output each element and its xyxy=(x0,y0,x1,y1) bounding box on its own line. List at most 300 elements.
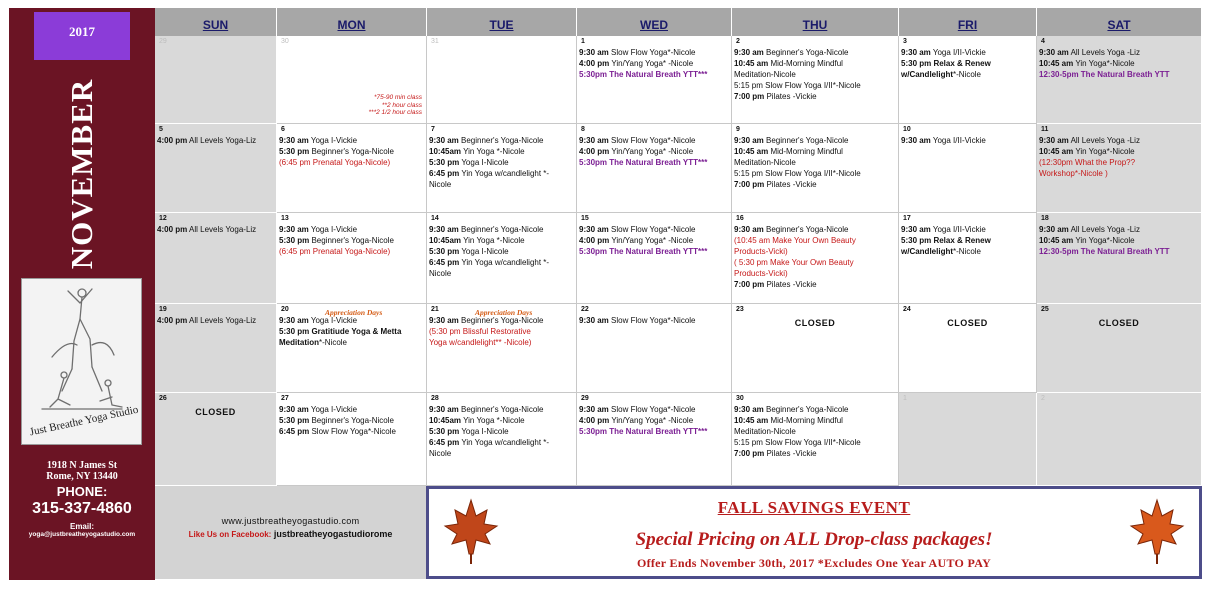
class-entry[interactable] xyxy=(429,437,574,448)
class-description: Mid-Morning Mindful xyxy=(768,59,843,68)
calendar-day-cell[interactable] xyxy=(1037,393,1202,486)
class-entry[interactable] xyxy=(429,257,574,268)
day-header-label: FRI xyxy=(957,18,978,32)
calendar-day-cell[interactable] xyxy=(577,304,732,393)
class-time: 5:30 pm xyxy=(279,147,310,156)
class-entry[interactable] xyxy=(734,146,896,157)
month-title: NOVEMBER xyxy=(64,78,99,270)
facebook-handle[interactable]: justbreatheyogastudiorome xyxy=(271,529,393,539)
class-description: Yin Yoga*-Nicole xyxy=(1073,59,1135,68)
class-entry[interactable] xyxy=(429,157,574,168)
calendar-day-cell[interactable] xyxy=(1037,124,1202,213)
day-number: 2 xyxy=(1041,395,1045,402)
class-entry[interactable] xyxy=(279,315,424,326)
day-header-label: TUE xyxy=(489,18,514,32)
class-entry[interactable] xyxy=(1039,135,1199,146)
promo-terms: Offer Ends November 30th, 2017 *Excludes One Year AUTO PAY xyxy=(636,556,992,570)
class-entry[interactable] xyxy=(157,135,274,146)
calendar-day-cell[interactable] xyxy=(155,124,277,213)
day-number: 13 xyxy=(281,215,289,222)
class-entry[interactable] xyxy=(734,268,896,279)
class-entry[interactable] xyxy=(157,315,274,326)
phone-number[interactable]: 315-337-4860 xyxy=(32,500,132,517)
class-time: 6:45 pm xyxy=(429,169,460,178)
class-list xyxy=(579,135,729,168)
class-description: Beginner's Yoga-Nicole xyxy=(763,225,849,234)
class-description: 12:30-5pm The Natural Breath YTT xyxy=(1039,70,1170,79)
class-description: 5:30pm The Natural Breath YTT*** xyxy=(579,70,708,79)
calendar-day-cell[interactable] xyxy=(899,304,1037,393)
class-description: (6:45 pm Prenatal Yoga-Nicole) xyxy=(279,247,391,256)
class-description: Slow Flow Yoga*-Nicole xyxy=(309,427,396,436)
class-time: 10:45 am xyxy=(1039,59,1074,68)
class-description: Pilates -Vickie xyxy=(764,180,817,189)
class-description: Products-Vicki) xyxy=(734,269,788,278)
class-entry[interactable] xyxy=(279,157,424,168)
class-time: 7:00 pm xyxy=(734,180,765,189)
class-entry[interactable] xyxy=(579,135,729,146)
day-number: 27 xyxy=(281,395,289,402)
calendar-day-cell[interactable] xyxy=(577,213,732,304)
class-entry[interactable] xyxy=(1039,246,1199,257)
class-description: Yoga I/II-Vickie xyxy=(930,48,986,57)
address-city: Rome, NY 13440 xyxy=(46,471,118,482)
class-list xyxy=(901,224,1034,257)
calendar-day-cell[interactable] xyxy=(1037,213,1202,304)
calendar-day-cell[interactable] xyxy=(155,304,277,393)
class-time: w/Candlelight xyxy=(901,247,953,256)
promo-title: FALL SAVINGS EVENT xyxy=(717,498,911,517)
email-label: Email: xyxy=(69,522,94,531)
class-entry[interactable] xyxy=(901,246,1034,257)
day-number: 7 xyxy=(431,126,435,133)
calendar-day-cell[interactable] xyxy=(427,36,577,124)
class-entry[interactable] xyxy=(901,235,1034,246)
class-entry[interactable] xyxy=(734,168,896,179)
class-entry[interactable] xyxy=(429,146,574,157)
class-description: Beginner's Yoga-Nicole xyxy=(763,405,849,414)
calendar-day-cell[interactable] xyxy=(899,213,1037,304)
calendar-day-cell[interactable] xyxy=(732,36,899,124)
class-time: 10:45 am xyxy=(734,416,769,425)
class-list xyxy=(1039,47,1199,80)
class-description: Nicole xyxy=(429,449,452,458)
day-number: 21 xyxy=(431,306,439,313)
class-entry[interactable] xyxy=(734,235,896,246)
day-number: 8 xyxy=(581,126,585,133)
class-time: 9:30 am xyxy=(901,136,931,145)
class-entry[interactable] xyxy=(579,404,729,415)
class-entry[interactable] xyxy=(1039,224,1199,235)
class-description: Yin Yoga *-Nicole xyxy=(461,236,525,245)
day-header xyxy=(155,8,277,36)
calendar-day-cell[interactable] xyxy=(427,304,577,393)
class-description: Yin Yoga *-Nicole xyxy=(461,147,525,156)
day-header xyxy=(899,8,1037,36)
class-list xyxy=(157,224,274,235)
class-description: Yin Yoga w/candlelight *- xyxy=(459,169,550,178)
class-description: Yin/Yang Yoga* -Nicole xyxy=(609,416,694,425)
class-list xyxy=(157,135,274,146)
class-list xyxy=(429,404,574,459)
day-header xyxy=(577,8,732,36)
class-entry[interactable] xyxy=(157,224,274,235)
class-entry[interactable] xyxy=(279,146,424,157)
class-time: w/Candlelight xyxy=(901,70,953,79)
day-number: 1 xyxy=(903,395,907,402)
class-entry[interactable] xyxy=(279,415,424,426)
legend-item: *75-90 min class xyxy=(373,94,422,101)
class-description: Products-Vicki) xyxy=(734,247,788,256)
class-list xyxy=(579,47,729,80)
class-list xyxy=(734,135,896,190)
class-description: Yoga I-Nicole xyxy=(459,427,509,436)
class-entry[interactable] xyxy=(734,69,896,80)
class-entry[interactable] xyxy=(734,404,896,415)
class-time: 9:30 am xyxy=(734,405,764,414)
closed-label: CLOSED xyxy=(1098,318,1140,328)
class-description: 5:30pm The Natural Breath YTT*** xyxy=(579,247,708,256)
class-description: Beginner's Yoga-Nicole xyxy=(309,147,394,156)
class-description: Yoga I-Vickie xyxy=(308,225,358,234)
class-entry[interactable] xyxy=(429,235,574,246)
class-description: Yoga I/II-Vickie xyxy=(930,225,986,234)
email-address[interactable]: yoga@justbreatheyogastudio.com xyxy=(28,531,136,538)
class-entry[interactable] xyxy=(901,135,1034,146)
facebook-label: Like Us on Facebook: xyxy=(188,530,272,539)
class-description: 5:30pm The Natural Breath YTT*** xyxy=(579,158,708,167)
class-entry[interactable] xyxy=(734,279,896,290)
class-time: 10:45am xyxy=(429,416,462,425)
day-number: 25 xyxy=(1041,306,1049,313)
class-description: All Levels Yoga-Liz xyxy=(187,136,257,145)
class-entry[interactable] xyxy=(279,326,424,337)
class-entry[interactable] xyxy=(429,448,574,459)
calendar-day-cell[interactable] xyxy=(427,393,577,486)
class-list xyxy=(579,224,729,257)
class-entry[interactable] xyxy=(279,337,424,348)
class-description: *-Nicole xyxy=(953,247,982,256)
day-header-label: WED xyxy=(640,18,668,32)
day-number: 14 xyxy=(431,215,439,222)
class-description: Yoga I-Nicole xyxy=(459,158,509,167)
class-entry[interactable] xyxy=(901,69,1034,80)
class-entry[interactable] xyxy=(734,257,896,268)
month-title-area xyxy=(9,70,155,278)
class-description: Beginner's Yoga-Nicole xyxy=(763,48,849,57)
class-entry[interactable] xyxy=(579,69,729,80)
class-entry[interactable] xyxy=(429,179,574,190)
class-description: 12:30-5pm The Natural Breath YTT xyxy=(1039,247,1170,256)
class-time: 9:30 am xyxy=(279,136,309,145)
class-list xyxy=(279,315,424,348)
calendar-day-cell[interactable] xyxy=(277,304,427,393)
class-description: All Levels Yoga-Liz xyxy=(187,225,257,234)
class-description: (12:30pm What the Prop?? xyxy=(1039,158,1136,167)
class-description: Pilates -Vickie xyxy=(764,449,817,458)
class-description: ( 5:30 pm Make Your Own Beauty xyxy=(734,258,854,267)
day-header xyxy=(732,8,899,36)
class-entry[interactable] xyxy=(429,404,574,415)
class-description: Beginner's Yoga-Nicole xyxy=(458,405,544,414)
class-entry[interactable] xyxy=(734,179,896,190)
class-description: Yin Yoga *-Nicole xyxy=(461,416,525,425)
class-description: (6:45 pm Prenatal Yoga-Nicole) xyxy=(279,158,391,167)
day-number: 26 xyxy=(159,395,167,402)
studio-address xyxy=(9,460,155,482)
class-entry[interactable] xyxy=(429,337,574,348)
class-description: 5:15 pm Slow Flow Yoga I/II*-Nicole xyxy=(734,169,861,178)
class-time: 9:30 am xyxy=(279,405,309,414)
class-time: 6:45 pm xyxy=(429,258,460,267)
class-entry[interactable] xyxy=(1039,47,1199,58)
closed-label: CLOSED xyxy=(794,318,836,328)
class-description: Slow Flow Yoga*-Nicole xyxy=(608,405,696,414)
calendar-day-cell[interactable] xyxy=(732,393,899,486)
class-time: 5:30 pm xyxy=(429,247,460,256)
address-street: 1918 N James St xyxy=(46,460,118,471)
calendar-day-cell[interactable] xyxy=(899,124,1037,213)
class-description: Workshop*-Nicole ) xyxy=(1039,169,1108,178)
class-list xyxy=(734,404,896,459)
class-description: Yoga I-Nicole xyxy=(459,247,509,256)
class-entry[interactable] xyxy=(279,404,424,415)
day-header-label: SAT xyxy=(1107,18,1131,32)
class-entry[interactable] xyxy=(1039,235,1199,246)
closed-label: CLOSED xyxy=(947,318,988,328)
class-time: 9:30 am xyxy=(901,225,931,234)
class-description: Beginner's Yoga-Nicole xyxy=(763,136,849,145)
class-list xyxy=(734,47,896,102)
calendar-day-cell[interactable] xyxy=(277,393,427,486)
class-description: Yin/Yang Yoga* -Nicole xyxy=(609,59,694,68)
class-description: 5:15 pm Slow Flow Yoga I/II*-Nicole xyxy=(734,438,861,447)
class-entry[interactable] xyxy=(1039,146,1199,157)
day-header xyxy=(1037,8,1202,36)
class-description: All Levels Yoga -Liz xyxy=(1068,136,1140,145)
class-entry[interactable] xyxy=(1039,168,1199,179)
class-time: 7:00 pm xyxy=(734,280,765,289)
day-number: 15 xyxy=(581,215,589,222)
day-number: 1 xyxy=(581,38,585,45)
class-entry[interactable] xyxy=(579,426,729,437)
calendar-day-cell[interactable] xyxy=(899,36,1037,124)
class-description: Pilates -Vickie xyxy=(764,92,817,101)
day-number: 24 xyxy=(903,306,911,313)
class-time: 9:30 am xyxy=(1039,48,1069,57)
day-number: 19 xyxy=(159,306,167,313)
calendar-day-cell[interactable] xyxy=(577,124,732,213)
class-length-legend xyxy=(369,94,422,117)
class-description: (5:30 pm Blissful Restorative xyxy=(429,327,531,336)
class-entry[interactable] xyxy=(734,157,896,168)
class-entry[interactable] xyxy=(279,235,424,246)
logo-wordmark: Just Breathe Yoga Studio xyxy=(28,403,140,439)
class-entry[interactable] xyxy=(279,426,424,437)
calendar-day-cell[interactable] xyxy=(277,124,427,213)
class-list xyxy=(429,135,574,190)
class-time: 4:00 pm xyxy=(579,236,610,245)
class-time: 9:30 am xyxy=(734,225,764,234)
class-entry[interactable] xyxy=(429,168,574,179)
class-description: Slow Flow Yoga*-Nicole xyxy=(608,316,696,325)
class-description: Yoga w/candlelight** -Nicole) xyxy=(429,338,532,347)
class-entry[interactable] xyxy=(279,135,424,146)
class-entry[interactable] xyxy=(734,91,896,102)
class-description: All Levels Yoga-Liz xyxy=(187,316,257,325)
class-entry[interactable] xyxy=(429,426,574,437)
class-entry[interactable] xyxy=(734,224,896,235)
class-list xyxy=(279,224,424,257)
class-time: 4:00 pm xyxy=(579,59,610,68)
class-description: (10:45 am Make Your Own Beauty xyxy=(734,236,856,245)
class-entry[interactable] xyxy=(734,415,896,426)
class-entry[interactable] xyxy=(429,315,574,326)
class-entry[interactable] xyxy=(579,224,729,235)
class-time: 9:30 am xyxy=(279,225,309,234)
calendar-day-cell[interactable] xyxy=(427,124,577,213)
class-entry[interactable] xyxy=(734,58,896,69)
class-entry[interactable] xyxy=(579,315,729,326)
calendar-day-cell[interactable] xyxy=(732,213,899,304)
promo-banner xyxy=(426,486,1202,579)
class-description: Beginner's Yoga-Nicole xyxy=(458,136,544,145)
class-time: 4:00 pm xyxy=(157,225,188,234)
calendar-day-cell[interactable] xyxy=(277,36,427,124)
class-list xyxy=(901,47,1034,80)
day-number: 10 xyxy=(903,126,911,133)
class-entry[interactable] xyxy=(579,58,729,69)
class-time: 9:30 am xyxy=(429,136,459,145)
class-time: 9:30 am xyxy=(734,48,764,57)
calendar-day-cell[interactable] xyxy=(427,213,577,304)
class-entry[interactable] xyxy=(734,135,896,146)
website-link[interactable]: www.justbreatheyogastudio.com xyxy=(221,516,360,526)
day-number: 3 xyxy=(903,38,907,45)
class-description: *-Nicole xyxy=(953,70,982,79)
class-entry[interactable] xyxy=(579,235,729,246)
class-entry[interactable] xyxy=(1039,58,1199,69)
studio-sidebar xyxy=(9,8,155,580)
class-time: 5:30 pm xyxy=(429,158,460,167)
class-description: Slow Flow Yoga*-Nicole xyxy=(608,48,696,57)
class-entry[interactable] xyxy=(429,246,574,257)
class-list xyxy=(279,404,424,437)
class-time: 9:30 am xyxy=(734,136,764,145)
class-list xyxy=(157,315,274,326)
class-description: Yoga I-Vickie xyxy=(308,316,358,325)
class-list xyxy=(579,315,729,326)
calendar-day-cell[interactable] xyxy=(1037,36,1202,124)
calendar-day-cell[interactable] xyxy=(732,304,899,393)
class-entry[interactable] xyxy=(901,47,1034,58)
class-entry[interactable] xyxy=(579,47,729,58)
class-entry[interactable] xyxy=(429,135,574,146)
class-entry[interactable] xyxy=(429,415,574,426)
day-number: 2 xyxy=(736,38,740,45)
class-description: Mid-Morning Mindful xyxy=(768,147,843,156)
class-time: 9:30 am xyxy=(579,136,609,145)
class-time: 9:30 am xyxy=(279,316,309,325)
day-number: 30 xyxy=(736,395,744,402)
class-time: 9:30 am xyxy=(1039,225,1069,234)
appreciation-days-label: Appreciation Days xyxy=(325,308,383,317)
day-number: 22 xyxy=(581,306,589,313)
class-time: 9:30 am xyxy=(579,405,609,414)
class-entry[interactable] xyxy=(734,426,896,437)
class-time: 9:30 am xyxy=(1039,136,1069,145)
class-entry[interactable] xyxy=(579,146,729,157)
class-description: Slow Flow Yoga*-Nicole xyxy=(608,225,696,234)
class-list xyxy=(901,135,1034,146)
class-entry[interactable] xyxy=(429,326,574,337)
class-entry[interactable] xyxy=(734,47,896,58)
class-description: Beginner's Yoga-Nicole xyxy=(458,316,544,325)
class-time: 9:30 am xyxy=(579,48,609,57)
class-time: 9:30 am xyxy=(901,48,931,57)
day-number: 11 xyxy=(1041,126,1049,133)
class-entry[interactable] xyxy=(579,415,729,426)
calendar-day-cell[interactable] xyxy=(732,124,899,213)
class-time: 5:30 pm Gratitiude Yoga & Metta xyxy=(279,327,402,336)
class-entry[interactable] xyxy=(1039,69,1199,80)
class-description: 5:30pm The Natural Breath YTT*** xyxy=(579,427,708,436)
class-list xyxy=(429,315,574,348)
day-number: 30 xyxy=(281,38,289,45)
calendar-day-cell[interactable] xyxy=(1037,304,1202,393)
class-description: Beginner's Yoga-Nicole xyxy=(309,236,394,245)
day-header xyxy=(277,8,427,36)
class-entry[interactable] xyxy=(279,246,424,257)
class-entry[interactable] xyxy=(901,58,1034,69)
class-entry[interactable] xyxy=(579,157,729,168)
calendar-day-cell[interactable] xyxy=(277,213,427,304)
class-entry[interactable] xyxy=(901,224,1034,235)
class-entry[interactable] xyxy=(734,437,896,448)
class-description: All Levels Yoga -Liz xyxy=(1068,225,1140,234)
class-entry[interactable] xyxy=(429,224,574,235)
class-description: Yin Yoga w/candlelight *- xyxy=(459,438,550,447)
calendar-day-cell[interactable] xyxy=(577,36,732,124)
calendar-day-cell[interactable] xyxy=(899,393,1037,486)
calendar-day-cell[interactable] xyxy=(155,36,277,124)
calendar-day-cell[interactable] xyxy=(577,393,732,486)
class-time: 4:00 pm xyxy=(157,316,188,325)
calendar-day-cell[interactable] xyxy=(155,213,277,304)
class-entry[interactable] xyxy=(579,246,729,257)
class-entry[interactable] xyxy=(279,224,424,235)
promo-headline: Special Pricing on ALL Drop-class packages! xyxy=(635,529,993,550)
calendar-day-cell[interactable] xyxy=(155,393,277,486)
phone-label: PHONE: xyxy=(56,484,108,499)
class-time: 5:30 pm xyxy=(279,416,310,425)
class-entry[interactable] xyxy=(734,448,896,459)
class-description: Mid-Morning Mindful xyxy=(768,416,843,425)
class-entry[interactable] xyxy=(734,246,896,257)
class-time: 4:00 pm xyxy=(579,147,610,156)
day-number: 23 xyxy=(736,306,744,313)
day-number: 16 xyxy=(736,215,744,222)
class-list xyxy=(1039,224,1199,257)
legend-item: **2 hour class xyxy=(381,101,422,109)
day-number: 18 xyxy=(1041,215,1049,222)
class-entry[interactable] xyxy=(1039,157,1199,168)
class-description: *-Nicole xyxy=(319,338,348,347)
class-description: Pilates -Vickie xyxy=(764,280,817,289)
class-entry[interactable] xyxy=(429,268,574,279)
class-entry[interactable] xyxy=(734,80,896,91)
class-description: Yoga I-Vickie xyxy=(308,136,358,145)
